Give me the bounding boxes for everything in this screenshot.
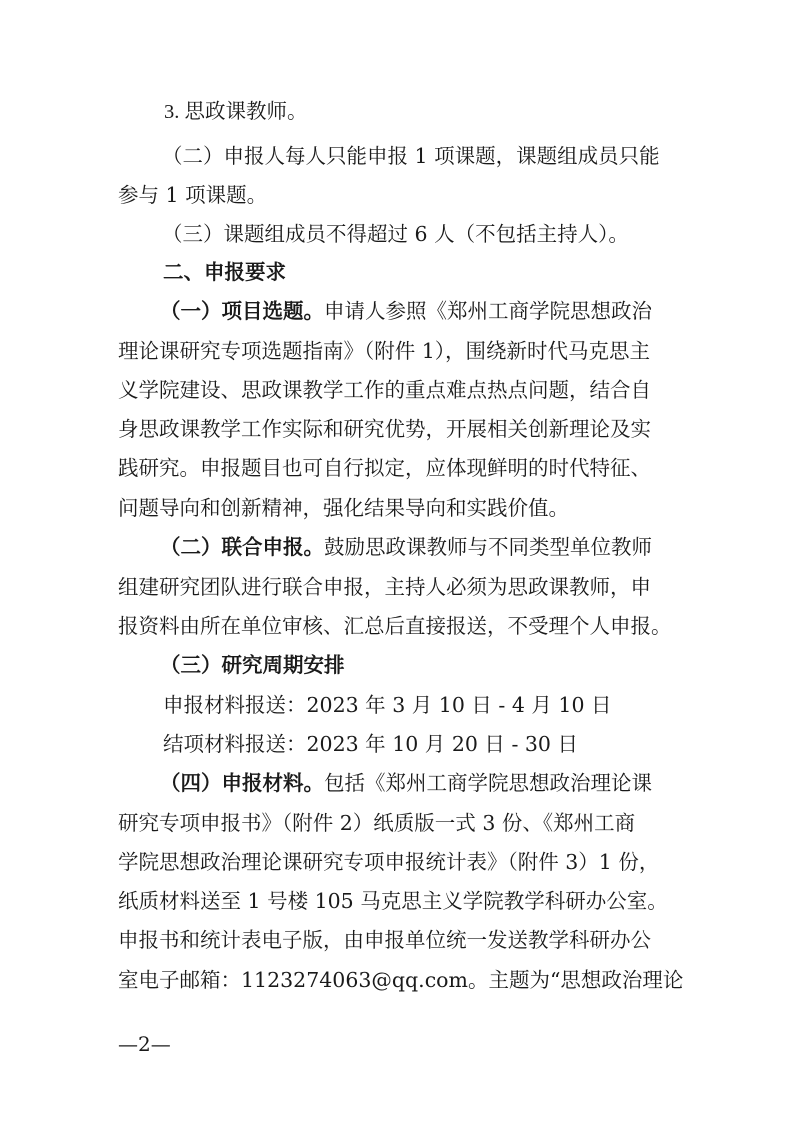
para-4-line-4: 纸质材料送至 1 号楼 105 马克思主义学院教学科研办公室。 (118, 889, 668, 913)
subheading-project-topic: （一）项目选题。 (160, 299, 324, 323)
text-line-4: （三）课题组成员不得超过 6 人（不包括主持人）。 (162, 222, 629, 246)
schedule-completion: 结项材料报送：2023 年 10 月 20 日 - 30 日 (163, 732, 578, 756)
para-1-line-2: 理论课研究专项选题指南》（附件 1），围绕新时代马克思主 (118, 339, 651, 363)
para-4-line-6: 室电子邮箱：1123274063@qq.com。主题为“思想政治理论 (118, 968, 684, 992)
section-heading-2: 二、申报要求 (163, 260, 286, 284)
para-2-line-2: 组建研究团队进行联合申报，主持人必须为思政课教师，申 (118, 575, 651, 599)
subheading-research-schedule: （三）研究周期安排 (160, 653, 345, 677)
para-4-line-5: 申报书和统计表电子版，由申报单位统一发送教学科研办公 (118, 928, 651, 952)
page-number: —2— (118, 1032, 171, 1056)
para-1-line-1: （一）项目选题。申请人参照《郑州工商学院思想政治 (160, 299, 652, 323)
para-2-line-3: 报资料由所在单位审核、汇总后直接报送，不受理个人申报。 (118, 614, 672, 638)
para-3-heading (160, 651, 345, 679)
text-line-1: 3. 思政课教师。 (164, 101, 308, 123)
schedule-application: 申报材料报送：2023 年 3 月 10 日 - 4 月 10 日 (163, 693, 612, 717)
para-1-line-6: 问题导向和创新精神，强化结果导向和实践价值。 (118, 496, 569, 520)
para-4-line-1: （四）申报材料。包括《郑州工商学院思想政治理论课 (160, 771, 652, 795)
para-4-line-3: 学院思想政治理论课研究专项申报统计表》（附件 3）1 份， (118, 850, 660, 874)
para-1-line-3: 义学院建设、思政课教学工作的重点难点热点问题，结合自 (118, 378, 651, 402)
text-line-2: （二）申报人每人只能申报 1 项课题，课题组成员只能 (162, 144, 660, 168)
para-2-line-1: （二）联合申报。鼓励思政课教师与不同类型单位教师 (160, 535, 652, 559)
para-4-line-2: 研究专项申报书》（附件 2）纸质版一式 3 份、《郑州工商 (118, 811, 636, 835)
subheading-joint-application: （二）联合申报。 (160, 535, 324, 559)
subheading-application-materials: （四）申报材料。 (160, 771, 324, 795)
para-1-line-4: 身思政课教学工作实际和研究优势，开展相关创新理论及实 (118, 417, 651, 441)
text-line-3: 参与 1 项课题。 (118, 183, 268, 207)
para-1-line-5: 践研究。申报题目也可自行拟定，应体现鲜明的时代特征、 (118, 456, 651, 480)
